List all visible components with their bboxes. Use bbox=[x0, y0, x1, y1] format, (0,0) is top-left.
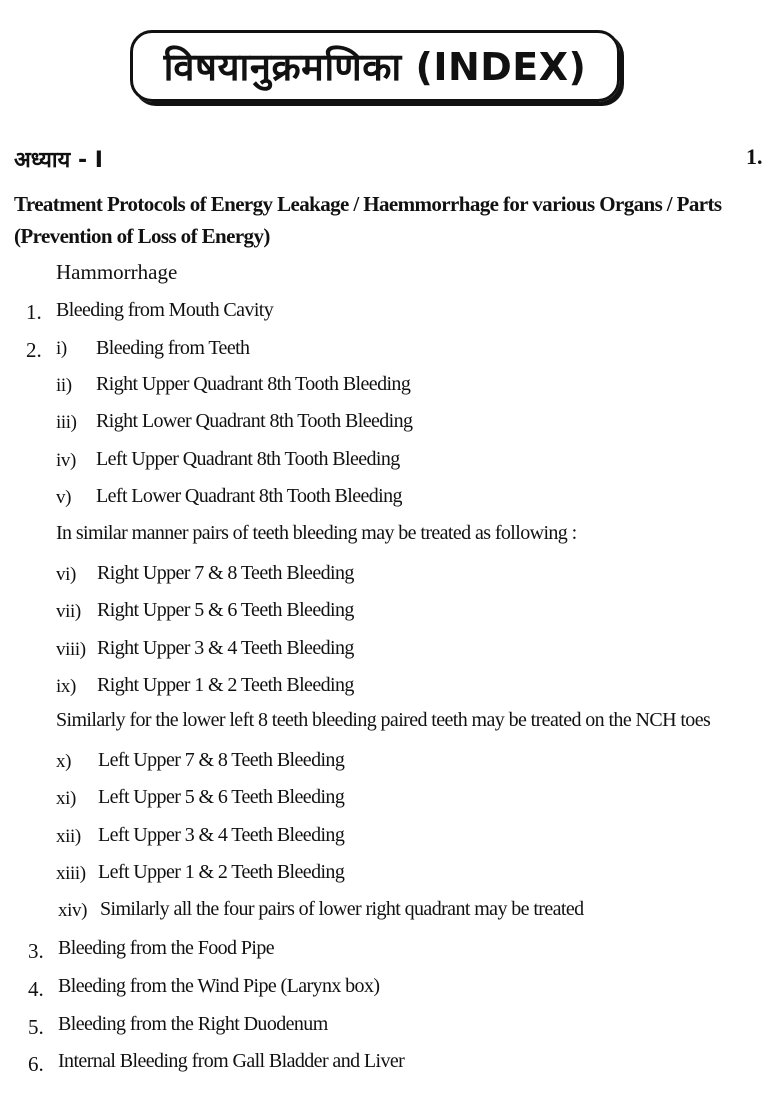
entry-11-text: Right Upper 1 & 2 Teeth Bleeding bbox=[97, 674, 354, 696]
entry-1-text: Bleeding from Mouth Cavity bbox=[56, 299, 274, 321]
entry-20-text: Bleeding from the Right Duodenum bbox=[58, 1013, 328, 1035]
entry-8-text: Right Upper 7 & 8 Teeth Bleeding bbox=[97, 562, 354, 584]
entry-13-roman: x) bbox=[56, 751, 72, 772]
section-heading-line-1: Treatment Protocols of Energy Leakage / Haemmorrhage for various Organs / Parts bbox=[14, 192, 722, 216]
entry-0-text: Hammorrhage bbox=[56, 260, 178, 284]
entry-20-number: 5. bbox=[28, 1015, 44, 1039]
entry-10-text: Right Upper 3 & 4 Teeth Bleeding bbox=[97, 637, 354, 659]
entry-4-text: Right Lower Quadrant 8th Tooth Bleeding bbox=[96, 410, 413, 432]
entry-6-roman: v) bbox=[56, 487, 72, 508]
entry-5-roman: iv) bbox=[56, 450, 76, 471]
entry-15-roman: xii) bbox=[56, 826, 81, 847]
section-heading-line-2: (Prevention of Loss of Energy) bbox=[14, 224, 270, 248]
entry-7-text: In similar manner pairs of teeth bleeding may be treated as following : bbox=[56, 522, 577, 544]
entry-17-text: Similarly all the four pairs of lower right quadrant may be treated bbox=[100, 898, 584, 920]
entry-15-text: Left Upper 3 & 4 Teeth Bleeding bbox=[98, 824, 345, 846]
entry-13-text: Left Upper 7 & 8 Teeth Bleeding bbox=[98, 749, 345, 771]
entry-2-text: Bleeding from Teeth bbox=[96, 337, 250, 359]
entry-8-roman: vi) bbox=[56, 564, 76, 585]
entry-18-number: 3. bbox=[28, 939, 44, 963]
entry-14-text: Left Upper 5 & 6 Teeth Bleeding bbox=[98, 786, 345, 808]
entry-9-text: Right Upper 5 & 6 Teeth Bleeding bbox=[97, 599, 354, 621]
entry-2-roman: i) bbox=[56, 338, 67, 359]
chapter-page-number: 1. bbox=[746, 144, 763, 169]
entry-12-text: Similarly for the lower left 8 teeth bleeding paired teeth may be treated on the NCH toes bbox=[56, 709, 711, 731]
entry-19-text: Bleeding from the Wind Pipe (Larynx box) bbox=[58, 975, 380, 997]
index-title-text: विषयानुक्रमणिका (INDEX) bbox=[163, 45, 587, 89]
entry-2-number: 2. bbox=[26, 338, 42, 362]
entry-17-roman: xiv) bbox=[58, 900, 88, 921]
chapter-label: अध्याय - I bbox=[14, 148, 103, 173]
entry-10-roman: viii) bbox=[56, 639, 86, 660]
entry-3-text: Right Upper Quadrant 8th Tooth Bleeding bbox=[96, 373, 411, 395]
entry-3-roman: ii) bbox=[56, 375, 72, 396]
entry-11-roman: ix) bbox=[56, 676, 76, 697]
entry-1-number: 1. bbox=[26, 300, 42, 324]
entry-21-number: 6. bbox=[28, 1052, 44, 1076]
entry-9-roman: vii) bbox=[56, 601, 81, 622]
entry-5-text: Left Upper Quadrant 8th Tooth Bleeding bbox=[96, 448, 400, 470]
entry-4-roman: iii) bbox=[56, 412, 77, 433]
entry-14-roman: xi) bbox=[56, 788, 76, 809]
index-title bbox=[130, 30, 620, 102]
entry-21-text: Internal Bleeding from Gall Bladder and Liver bbox=[58, 1050, 405, 1072]
entry-16-roman: xiii) bbox=[56, 863, 86, 884]
entry-6-text: Left Lower Quadrant 8th Tooth Bleeding bbox=[96, 485, 402, 507]
entry-16-text: Left Upper 1 & 2 Teeth Bleeding bbox=[98, 861, 345, 883]
entry-18-text: Bleeding from the Food Pipe bbox=[58, 937, 274, 959]
entry-19-number: 4. bbox=[28, 977, 44, 1001]
